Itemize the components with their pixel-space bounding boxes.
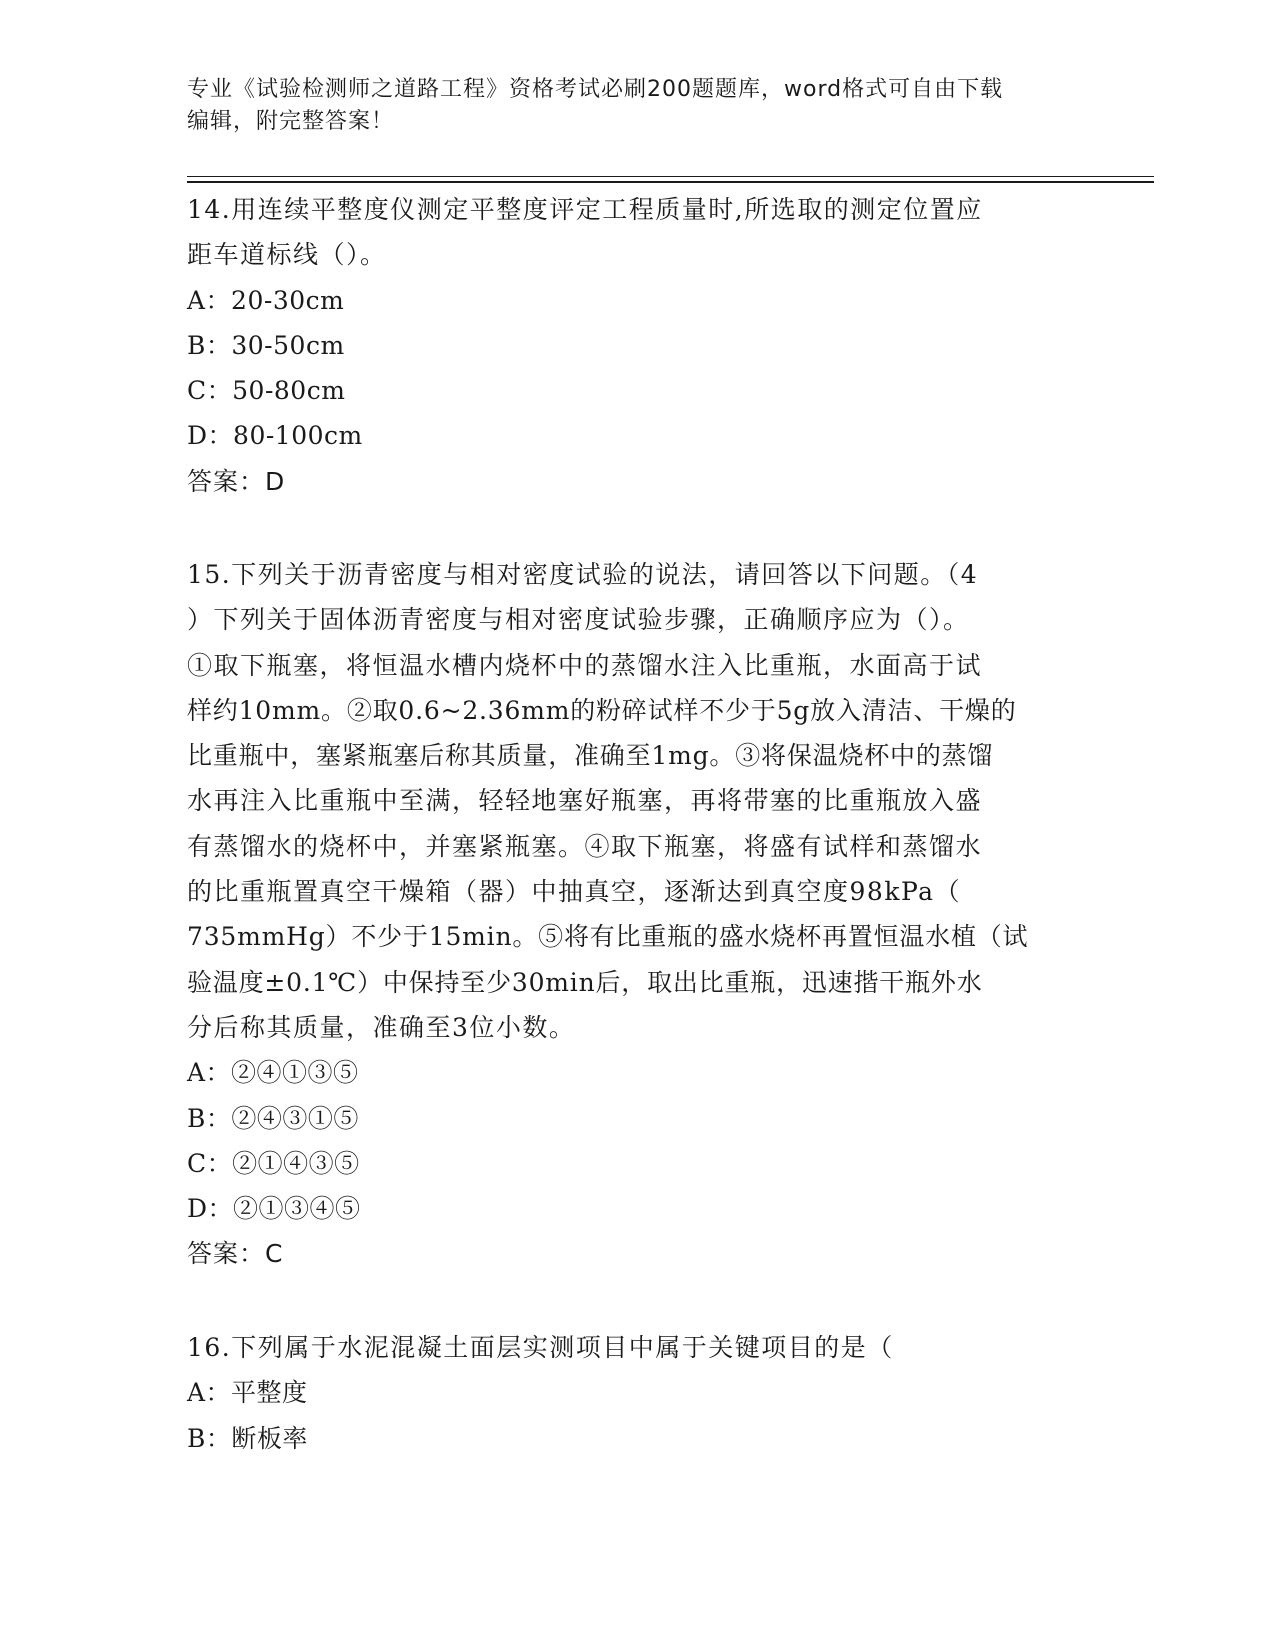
question-text-line: 验温度±0.1℃）中保持至少30min后，取出比重瓶，迅速揩干瓶外水 [187,967,983,997]
header-line-1: 专业《试验检测师之道路工程》资格考试必刷200题题库，word格式可自由下载 [187,77,1004,102]
header-divider-thin [187,176,1154,177]
answer-text: 答案：C [187,1239,284,1269]
option-d: D：80-100cm [187,421,363,451]
option-a: A：20-30cm [187,285,345,315]
option-c: C：50-80cm [187,376,346,406]
header-line-2: 编辑，附完整答案！ [187,109,395,134]
question-text-line: 735mmHg）不少于15min。⑤将有比重瓶的盛水烧杯再置恒温水植（试 [187,922,1029,952]
option-b: B：②④③①⑤ [187,1103,359,1133]
question-text-line: ）下列关于固体沥青密度与相对密度试验步骤，正确顺序应为（）。 [187,605,970,635]
option-b: B：30-50cm [187,330,345,360]
question-text-line: 15.下列关于沥青密度与相对密度试验的说法，请回答以下问题。（4 [187,560,979,589]
header-divider-thick [187,181,1154,183]
question-text-line: ①取下瓶塞，将恒温水槽内烧杯中的蒸馏水注入比重瓶，水面高于试 [187,650,983,680]
question-text-line: 距车道标线（）。 [187,240,387,270]
document-header [187,74,1067,138]
question-text-line: 水再注入比重瓶中至满，轻轻地塞好瓶塞，再将带塞的比重瓶放入盛 [187,786,983,816]
question-15 [187,552,1087,1277]
question-14 [187,187,1087,504]
question-text-line: 样约10mm。②取0.6~2.36mm的粉碎试样不少于5g放入清洁、干燥的 [187,695,1017,725]
option-b: B：断板率 [187,1423,308,1453]
question-text-line: 分后称其质量，准确至3位小数。 [187,1012,576,1042]
question-text-line: 14.用连续平整度仪测定平整度评定工程质量时,所选取的测定位置应 [187,195,983,224]
question-text-line: 有蒸馏水的烧杯中，并塞紧瓶塞。④取下瓶塞，将盛有试样和蒸馏水 [187,831,983,861]
option-a: A：平整度 [187,1378,308,1408]
question-text-line: 的比重瓶置真空干燥箱（器）中抽真空，逐渐达到真空度98kPa（ [187,877,962,907]
question-16 [187,1325,1087,1461]
option-c: C：②①④③⑤ [187,1148,360,1178]
option-a: A：②④①③⑤ [187,1058,359,1088]
answer-text: 答案：D [187,466,286,496]
option-d: D：②①③④⑤ [187,1194,361,1224]
question-text-line: 比重瓶中，塞紧瓶塞后称其质量，准确至1mg。③将保温烧杯中的蒸馏 [187,741,994,771]
question-text-line: 16.下列属于水泥混凝土面层实测项目中属于关键项目的是（ [187,1333,894,1362]
